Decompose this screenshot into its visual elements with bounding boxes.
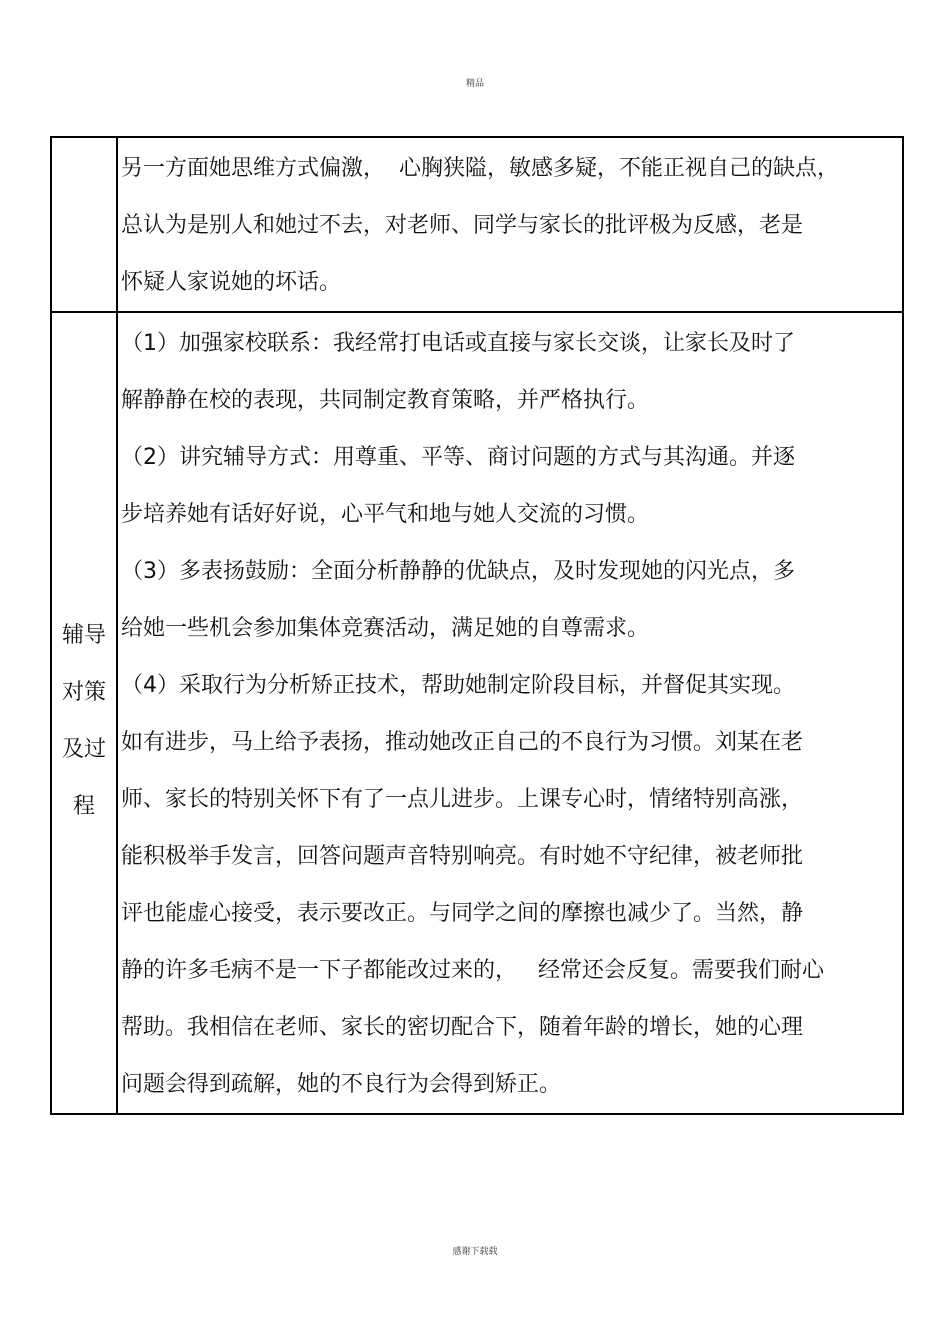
row-label-cell bbox=[51, 137, 117, 312]
page-footer-mark: 感谢下载载 bbox=[452, 1247, 498, 1257]
text-line: 师、家长的特别关怀下有了一点儿进步。上课专心时，情绪特别高涨， bbox=[121, 787, 804, 812]
text-line: 能积极举手发言，回答问题声音特别响亮。有时她不守纪律，被老师批 bbox=[121, 844, 804, 869]
table-row bbox=[51, 312, 903, 1114]
row-label-line: 对策 bbox=[61, 680, 106, 705]
row-label-line: 及过 bbox=[61, 737, 106, 762]
text-line: 如有进步，马上给予表扬，推动她改正自己的不良行为习惯。刘某在老 bbox=[121, 730, 804, 755]
text-line: 怀疑人家说她的坏话。 bbox=[121, 270, 342, 295]
row-label-cell bbox=[51, 312, 117, 1114]
text-line: 另一方面她思维方式偏激， 心胸狭隘，敏感多疑，不能正视自己的缺点， bbox=[121, 156, 839, 181]
text-line: 步培养她有话好好说，心平气和地与她人交流的习惯。 bbox=[121, 502, 650, 527]
text-line: （4）采取行为分析矫正技术，帮助她制定阶段目标，并督促其实现。 bbox=[121, 673, 795, 698]
text-line: （2）讲究辅导方式：用尊重、平等、商讨问题的方式与其沟通。并逐 bbox=[121, 445, 795, 470]
counseling-record-table bbox=[50, 136, 904, 1115]
row-label bbox=[52, 217, 116, 233]
row-content-cell bbox=[117, 312, 903, 1114]
text-line: 给她一些机会参加集体竞赛活动，满足她的自尊需求。 bbox=[121, 616, 650, 641]
text-line: 帮助。我相信在老师、家长的密切配合下，随着年龄的增长，她的心理 bbox=[121, 1015, 804, 1040]
table-row bbox=[51, 137, 903, 312]
row-label-line: 辅导 bbox=[61, 623, 106, 648]
page-header-mark: 精品 bbox=[465, 79, 484, 89]
row-label bbox=[52, 591, 116, 835]
row-content-cell bbox=[117, 137, 903, 312]
text-line: 总认为是别人和她过不去，对老师、同学与家长的批评极为反感，老是 bbox=[121, 213, 804, 238]
paragraph bbox=[118, 313, 902, 1113]
text-line: 评也能虚心接受，表示要改正。与同学之间的摩擦也减少了。当然，静 bbox=[121, 901, 804, 926]
row-label-line: 程 bbox=[72, 794, 95, 819]
text-line: 问题会得到疏解，她的不良行为会得到矫正。 bbox=[121, 1072, 562, 1097]
text-line: 解静静在校的表现，共同制定教育策略，并严格执行。 bbox=[121, 388, 650, 413]
text-line: （3）多表扬鼓励：全面分析静静的优缺点，及时发现她的闪光点，多 bbox=[121, 559, 795, 584]
text-line: 静的许多毛病不是一下子都能改过来的， 经常还会反复。需要我们耐心 bbox=[121, 958, 824, 983]
paragraph bbox=[118, 138, 902, 311]
text-line: （1）加强家校联系：我经常打电话或直接与家长交谈，让家长及时了 bbox=[121, 331, 795, 356]
